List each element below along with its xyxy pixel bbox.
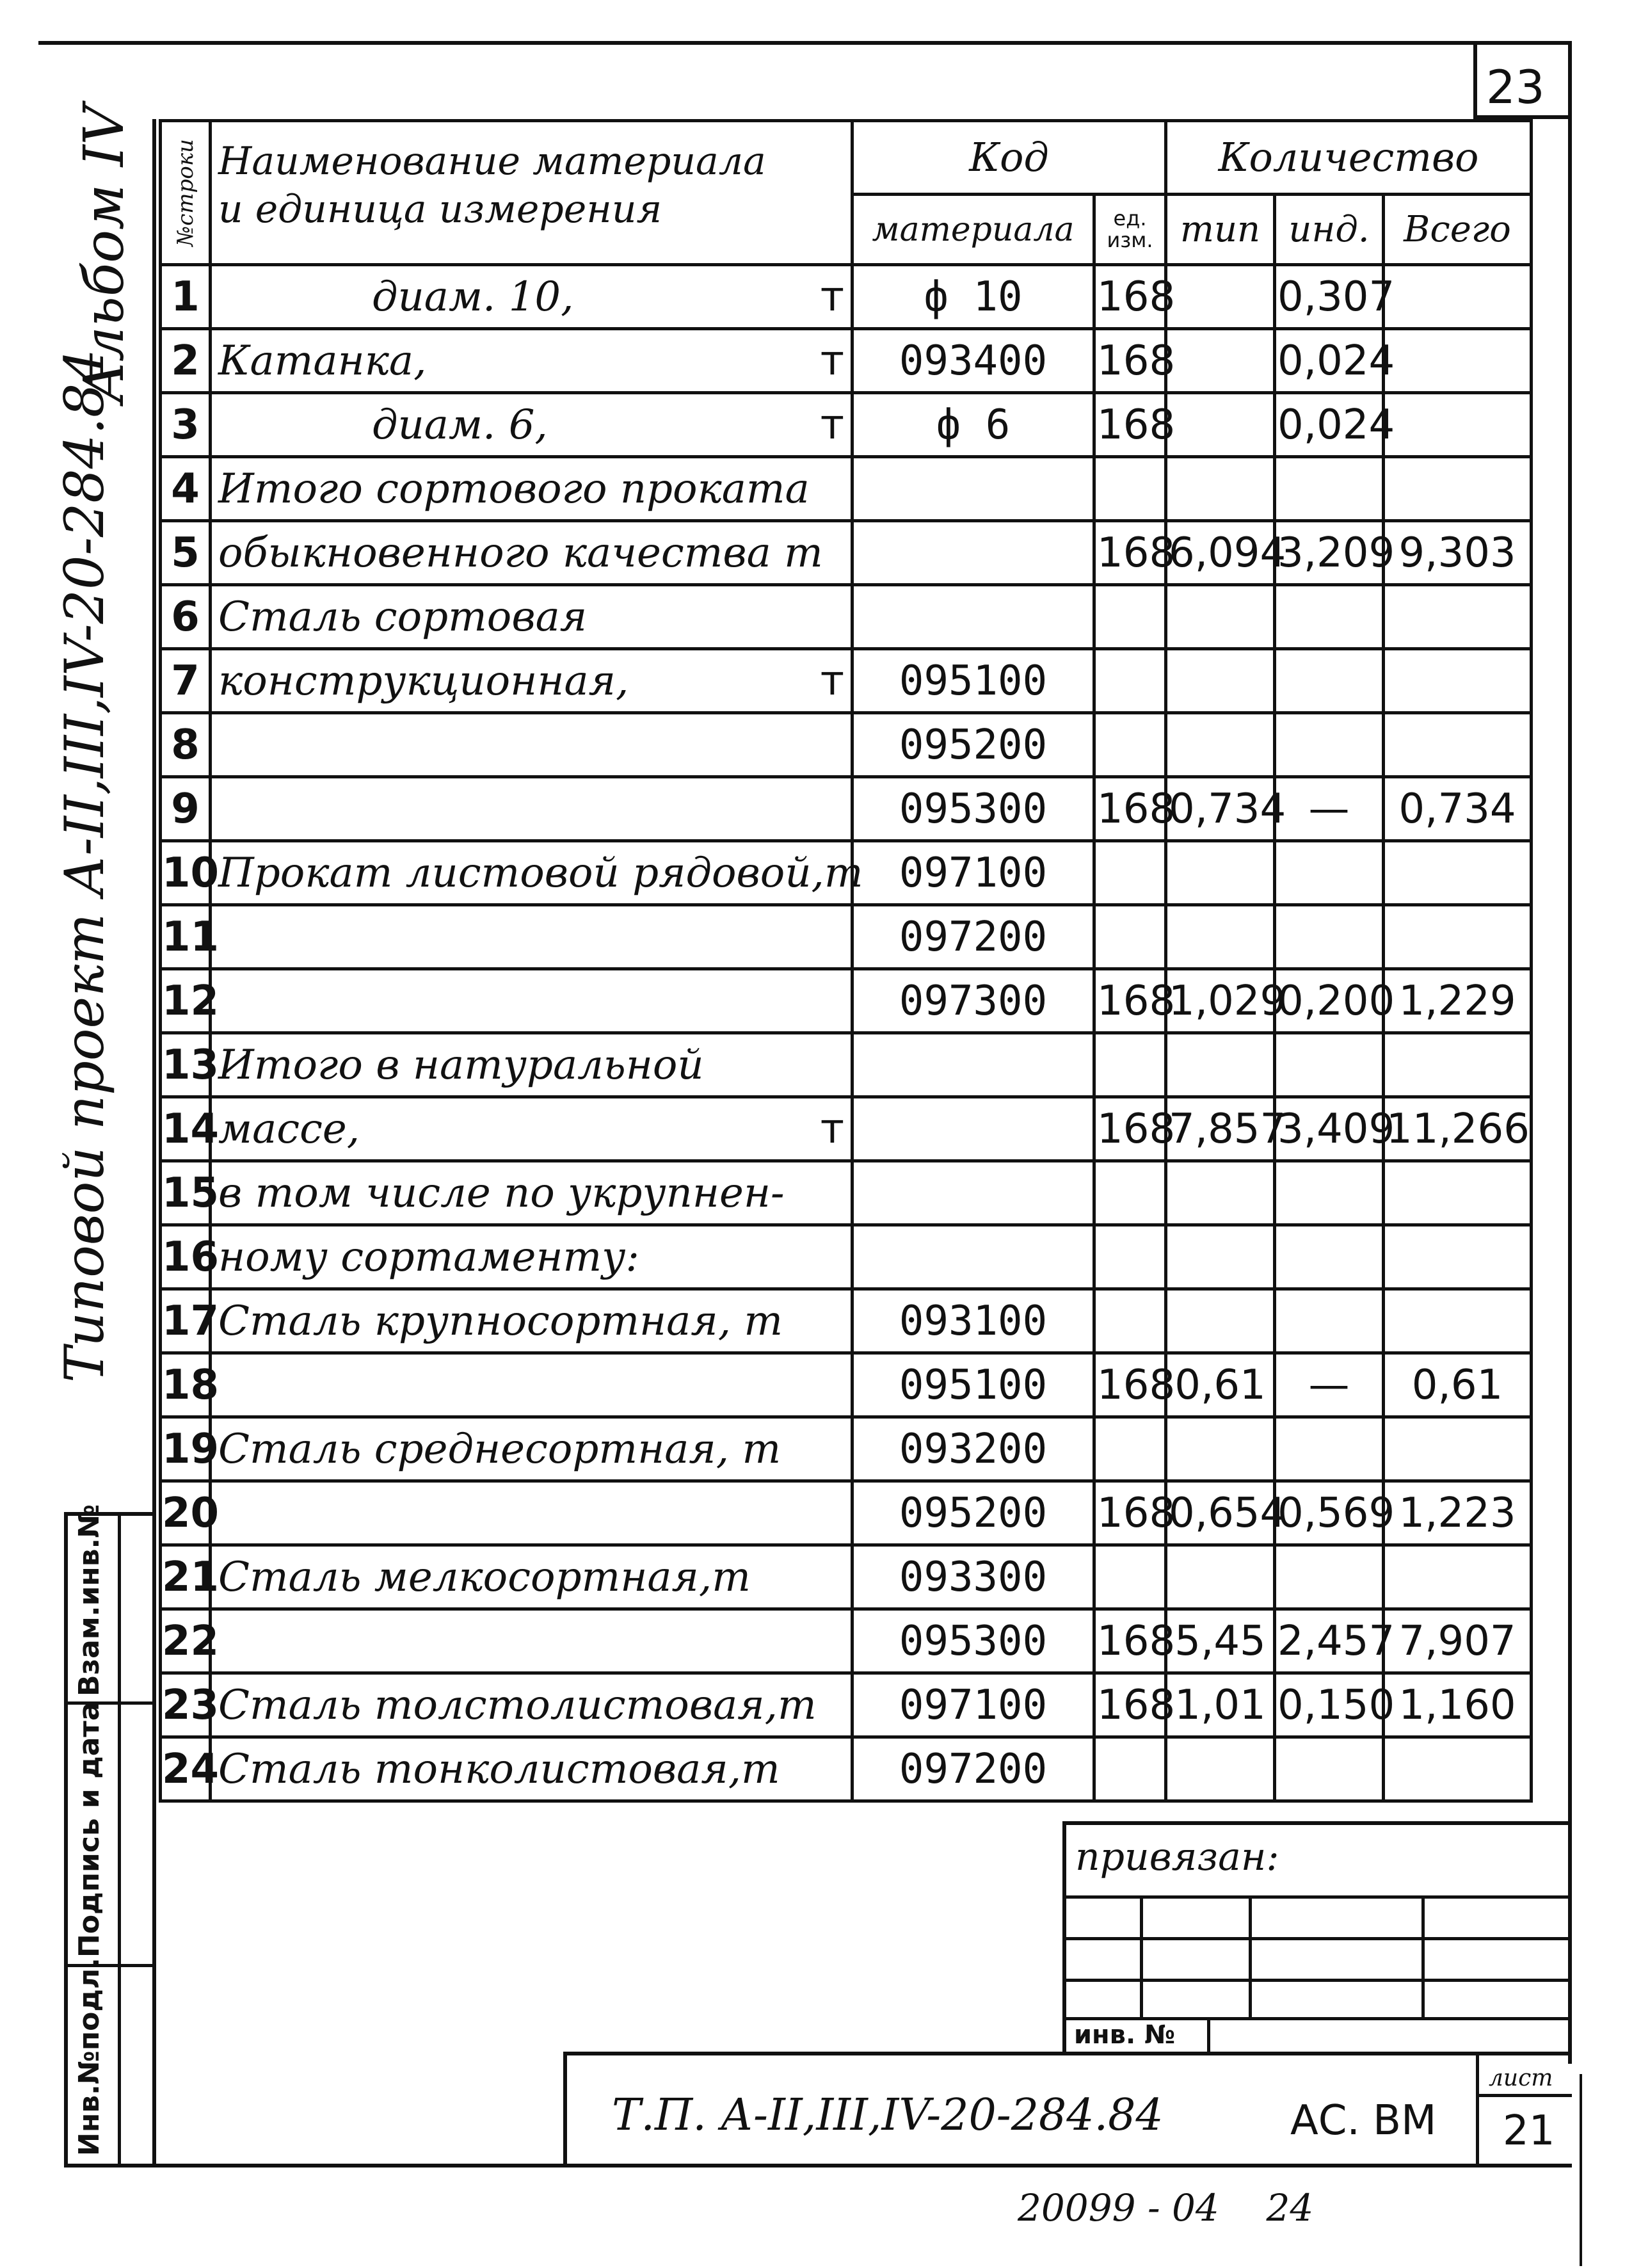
material-name-cell bbox=[211, 1545, 853, 1609]
unit-code-cell bbox=[1094, 1737, 1166, 1801]
unit-code-cell bbox=[1094, 1225, 1166, 1289]
material-code-cell: 095200 bbox=[853, 713, 1094, 777]
qty-total-cell bbox=[1384, 1225, 1532, 1289]
qty-ind-cell: 0,150 bbox=[1275, 1673, 1384, 1737]
unit-code-cell bbox=[1094, 585, 1166, 649]
qty-total-cell: 1,223 bbox=[1384, 1481, 1532, 1545]
material-name-cell bbox=[211, 905, 853, 969]
qty-tip-cell bbox=[1166, 1225, 1275, 1289]
side-stamp-signature-date: Подпись и дата bbox=[73, 1701, 106, 1958]
material-code-cell: 097200 bbox=[853, 905, 1094, 969]
unit-code-cell: 168 bbox=[1094, 1097, 1166, 1161]
unit-code-cell bbox=[1094, 905, 1166, 969]
material-name-cell bbox=[211, 1673, 853, 1737]
header-material-name bbox=[211, 121, 853, 265]
header-qty-tip: тип bbox=[1166, 195, 1275, 265]
qty-ind-cell: 0,200 bbox=[1275, 969, 1384, 1033]
title-block bbox=[563, 2052, 1572, 2167]
qty-total-cell: 0,734 bbox=[1384, 777, 1532, 841]
unit-code-cell: 168 bbox=[1094, 969, 1166, 1033]
qty-total-cell: 1,229 bbox=[1384, 969, 1532, 1033]
materials-table bbox=[159, 119, 1533, 1803]
unit-code-cell bbox=[1094, 457, 1166, 521]
qty-tip-cell bbox=[1166, 649, 1275, 713]
materials-table-body bbox=[161, 265, 1532, 1801]
table-row bbox=[161, 1161, 1532, 1225]
material-name-cell bbox=[211, 649, 853, 713]
material-code-cell: 095100 bbox=[853, 649, 1094, 713]
material-name-cell bbox=[211, 1161, 853, 1225]
qty-ind-cell bbox=[1275, 649, 1384, 713]
title-sheet-number: 21 bbox=[1503, 2107, 1555, 2155]
qty-total-cell: 7,907 bbox=[1384, 1609, 1532, 1673]
privyazan-col-line-1 bbox=[1140, 1895, 1143, 2017]
qty-tip-cell: 0,61 bbox=[1166, 1353, 1275, 1417]
material-name-text: Сталь толстолистовая,т bbox=[218, 1681, 817, 1729]
title-designation: Т.П. А-II,III,IV-20-284.84 bbox=[612, 2090, 1164, 2141]
material-name-cell bbox=[211, 777, 853, 841]
qty-total-cell bbox=[1384, 393, 1532, 457]
qty-total-cell bbox=[1384, 1161, 1532, 1225]
unit-code-cell: 168 bbox=[1094, 521, 1166, 585]
material-code-cell bbox=[853, 1161, 1094, 1225]
material-name-text: Сталь среднесортная, т bbox=[218, 1425, 781, 1473]
header-material-name-line2: и единица измерения bbox=[218, 187, 662, 232]
qty-ind-cell bbox=[1275, 585, 1384, 649]
row-number-cell: 15 bbox=[161, 1161, 211, 1225]
row-number-cell: 10 bbox=[161, 841, 211, 905]
table-row bbox=[161, 1481, 1532, 1545]
side-stamp-inv-original: Инв.№подл. bbox=[73, 1958, 106, 2156]
header-code-material: материала bbox=[853, 195, 1094, 265]
qty-ind-cell: 0,307 bbox=[1275, 265, 1384, 329]
table-row bbox=[161, 1673, 1532, 1737]
header-qty-total: Всего bbox=[1384, 195, 1532, 265]
qty-tip-cell bbox=[1166, 585, 1275, 649]
page-number-box-left bbox=[1473, 41, 1477, 118]
unit-code-cell: 168 bbox=[1094, 777, 1166, 841]
material-name-cell bbox=[211, 1033, 853, 1097]
project-label: Типовой проект А-II,III,IV-20-284.84 bbox=[53, 349, 116, 1383]
qty-ind-cell: 2,457 bbox=[1275, 1609, 1384, 1673]
side-stamp-replacement-inv: Взам.инв.№ bbox=[73, 1504, 106, 1696]
material-code-cell: 093200 bbox=[853, 1417, 1094, 1481]
frame-right-tail bbox=[1580, 2074, 1582, 2266]
qty-tip-cell: 7,857 bbox=[1166, 1097, 1275, 1161]
unit-code-cell: 168 bbox=[1094, 265, 1166, 329]
row-number-cell: 18 bbox=[161, 1353, 211, 1417]
qty-ind-cell bbox=[1275, 457, 1384, 521]
material-code-cell: 095200 bbox=[853, 1481, 1094, 1545]
privyazan-col-line-2 bbox=[1249, 1895, 1252, 2017]
unit-code-cell: 168 bbox=[1094, 393, 1166, 457]
table-row bbox=[161, 393, 1532, 457]
table-row bbox=[161, 521, 1532, 585]
row-number-cell: 22 bbox=[161, 1609, 211, 1673]
qty-tip-cell: 0,654 bbox=[1166, 1481, 1275, 1545]
qty-tip-cell bbox=[1166, 1737, 1275, 1801]
title-sheet-divider bbox=[1476, 2055, 1479, 2167]
table-header-row-1 bbox=[161, 121, 1532, 195]
qty-ind-cell bbox=[1275, 1545, 1384, 1609]
table-row bbox=[161, 713, 1532, 777]
row-number-cell: 8 bbox=[161, 713, 211, 777]
material-name-cell bbox=[211, 1609, 853, 1673]
material-code-cell: 097100 bbox=[853, 841, 1094, 905]
qty-tip-cell bbox=[1166, 457, 1275, 521]
table-row bbox=[161, 1033, 1532, 1097]
qty-tip-cell bbox=[1166, 1161, 1275, 1225]
row-number-cell: 21 bbox=[161, 1545, 211, 1609]
qty-tip-cell bbox=[1166, 841, 1275, 905]
material-name-text: Сталь сортовая bbox=[218, 593, 588, 641]
material-code-cell: ф 10 bbox=[853, 265, 1094, 329]
row-number-cell: 6 bbox=[161, 585, 211, 649]
table-row bbox=[161, 1737, 1532, 1801]
header-material-name-line1: Наименование материала bbox=[218, 139, 766, 184]
unit-code-cell: 168 bbox=[1094, 329, 1166, 393]
material-unit-text: т bbox=[820, 337, 844, 385]
qty-total-cell bbox=[1384, 1033, 1532, 1097]
header-qty-ind: инд. bbox=[1275, 195, 1384, 265]
material-code-cell: 097300 bbox=[853, 969, 1094, 1033]
material-name-text: Сталь крупносортная, т bbox=[218, 1297, 783, 1345]
qty-ind-cell bbox=[1275, 1289, 1384, 1353]
qty-tip-cell: 1,029 bbox=[1166, 969, 1275, 1033]
material-name-cell bbox=[211, 521, 853, 585]
material-name-cell bbox=[211, 1417, 853, 1481]
table-row bbox=[161, 905, 1532, 969]
row-number-cell: 24 bbox=[161, 1737, 211, 1801]
unit-code-cell: 168 bbox=[1094, 1609, 1166, 1673]
material-code-cell bbox=[853, 1225, 1094, 1289]
side-stamp bbox=[64, 1504, 156, 2167]
privyazan-col-line-3 bbox=[1421, 1895, 1425, 2017]
row-number-cell: 4 bbox=[161, 457, 211, 521]
qty-ind-cell: 0,024 bbox=[1275, 329, 1384, 393]
material-name-text: конструкционная, bbox=[218, 657, 629, 705]
title-mark: АС. ВМ bbox=[1290, 2097, 1437, 2144]
qty-ind-cell: 0,569 bbox=[1275, 1481, 1384, 1545]
row-number-cell: 13 bbox=[161, 1033, 211, 1097]
table-row bbox=[161, 969, 1532, 1033]
qty-ind-cell bbox=[1275, 841, 1384, 905]
qty-total-cell bbox=[1384, 713, 1532, 777]
qty-total-cell bbox=[1384, 1289, 1532, 1353]
header-code-unit: ед. изм. bbox=[1094, 195, 1166, 265]
qty-total-cell bbox=[1384, 585, 1532, 649]
qty-tip-cell: 5,45 bbox=[1166, 1609, 1275, 1673]
unit-code-cell bbox=[1094, 713, 1166, 777]
qty-ind-cell bbox=[1275, 1737, 1384, 1801]
album-label: Альбом IV bbox=[72, 105, 136, 403]
unit-code-cell: 168 bbox=[1094, 1481, 1166, 1545]
privyazan-block bbox=[1062, 1821, 1572, 2052]
table-row bbox=[161, 329, 1532, 393]
material-code-cell: 097100 bbox=[853, 1673, 1094, 1737]
material-code-cell: ф 6 bbox=[853, 393, 1094, 457]
material-unit-text: т bbox=[820, 401, 844, 449]
qty-tip-cell bbox=[1166, 265, 1275, 329]
qty-total-cell: 1,160 bbox=[1384, 1673, 1532, 1737]
table-row bbox=[161, 585, 1532, 649]
qty-ind-cell bbox=[1275, 1033, 1384, 1097]
material-code-cell: 095300 bbox=[853, 1609, 1094, 1673]
top-rule bbox=[38, 41, 1568, 45]
row-number-cell: 12 bbox=[161, 969, 211, 1033]
qty-total-cell: 9,303 bbox=[1384, 521, 1532, 585]
qty-ind-cell bbox=[1275, 1161, 1384, 1225]
table-row bbox=[161, 649, 1532, 713]
unit-code-cell bbox=[1094, 649, 1166, 713]
qty-tip-cell bbox=[1166, 1289, 1275, 1353]
header-row-number bbox=[161, 121, 211, 265]
table-row bbox=[161, 777, 1532, 841]
table-row bbox=[161, 1289, 1532, 1353]
material-unit-text: т bbox=[820, 657, 844, 705]
material-code-cell: 093100 bbox=[853, 1289, 1094, 1353]
side-stamp-column-divider bbox=[118, 1516, 121, 2167]
row-number-cell: 11 bbox=[161, 905, 211, 969]
privyazan-col-line-4 bbox=[1207, 2017, 1210, 2052]
material-name-cell bbox=[211, 969, 853, 1033]
table-row bbox=[161, 265, 1532, 329]
title-sheet-label: лист bbox=[1489, 2065, 1553, 2091]
page-number: 23 bbox=[1486, 60, 1545, 114]
material-code-cell bbox=[853, 521, 1094, 585]
qty-total-cell bbox=[1384, 329, 1532, 393]
material-code-cell: 095300 bbox=[853, 777, 1094, 841]
material-name-cell bbox=[211, 841, 863, 905]
unit-code-cell bbox=[1094, 841, 1166, 905]
row-number-cell: 5 bbox=[161, 521, 211, 585]
row-number-cell: 1 bbox=[161, 265, 211, 329]
material-name-cell bbox=[211, 1097, 853, 1161]
material-name-cell bbox=[211, 329, 853, 393]
material-code-cell bbox=[853, 585, 1094, 649]
material-code-cell bbox=[853, 1033, 1094, 1097]
qty-total-cell bbox=[1384, 649, 1532, 713]
unit-code-cell bbox=[1094, 1417, 1166, 1481]
table-row bbox=[161, 841, 1532, 905]
header-code-group: Код bbox=[853, 121, 1166, 195]
material-name-text: ному сортаменту: bbox=[218, 1233, 639, 1281]
row-number-cell: 17 bbox=[161, 1289, 211, 1353]
qty-tip-cell bbox=[1166, 1545, 1275, 1609]
header-row-number-text: №строки bbox=[172, 139, 198, 246]
material-code-cell: 093400 bbox=[853, 329, 1094, 393]
qty-tip-cell bbox=[1166, 1417, 1275, 1481]
qty-tip-cell bbox=[1166, 1033, 1275, 1097]
unit-code-cell bbox=[1094, 1161, 1166, 1225]
material-name-text: диам. 10, bbox=[372, 273, 574, 321]
material-name-text: диам. 6, bbox=[372, 401, 548, 449]
qty-total-cell bbox=[1384, 1417, 1532, 1481]
title-sheet-label-underline bbox=[1476, 2094, 1572, 2097]
qty-total-cell bbox=[1384, 265, 1532, 329]
row-number-cell: 7 bbox=[161, 649, 211, 713]
material-unit-text: т bbox=[820, 273, 844, 321]
qty-ind-cell bbox=[1275, 905, 1384, 969]
unit-code-cell: 168 bbox=[1094, 1353, 1166, 1417]
material-name-cell bbox=[211, 585, 853, 649]
qty-ind-cell: 3,409 bbox=[1275, 1097, 1384, 1161]
qty-total-cell bbox=[1384, 841, 1532, 905]
material-name-text: обыкновенного качества т bbox=[218, 529, 823, 577]
material-name-cell bbox=[211, 1481, 853, 1545]
qty-tip-cell: 0,734 bbox=[1166, 777, 1275, 841]
qty-total-cell bbox=[1384, 457, 1532, 521]
table-row bbox=[161, 1225, 1532, 1289]
qty-tip-cell: 1,01 bbox=[1166, 1673, 1275, 1737]
qty-tip-cell bbox=[1166, 393, 1275, 457]
material-name-cell bbox=[211, 1225, 853, 1289]
qty-ind-cell: 0,024 bbox=[1275, 393, 1384, 457]
material-name-text: Итого в натуральной bbox=[218, 1041, 704, 1089]
material-name-text: Итого сортового проката bbox=[218, 465, 810, 513]
qty-total-cell bbox=[1384, 1737, 1532, 1801]
table-row bbox=[161, 1609, 1532, 1673]
material-name-cell bbox=[211, 457, 853, 521]
material-code-cell: 095100 bbox=[853, 1353, 1094, 1417]
qty-ind-cell: — bbox=[1275, 777, 1384, 841]
material-name-text: в том числе по укрупнен- bbox=[218, 1169, 785, 1217]
material-code-cell: 097200 bbox=[853, 1737, 1094, 1801]
material-code-cell: 093300 bbox=[853, 1545, 1094, 1609]
material-name-text: Сталь тонколистовая,т bbox=[218, 1745, 780, 1793]
qty-ind-cell bbox=[1275, 1417, 1384, 1481]
material-name-text: Прокат листовой рядовой,т bbox=[218, 849, 863, 897]
qty-total-cell: 11,266 bbox=[1384, 1097, 1532, 1161]
material-name-cell bbox=[211, 265, 853, 329]
header-quantity-group: Количество bbox=[1166, 121, 1532, 195]
material-code-cell bbox=[853, 457, 1094, 521]
frame-right-border bbox=[1568, 41, 1572, 2064]
row-number-cell: 19 bbox=[161, 1417, 211, 1481]
material-name-text: Катанка, bbox=[218, 337, 427, 385]
qty-tip-cell bbox=[1166, 713, 1275, 777]
material-name-cell bbox=[211, 393, 853, 457]
material-code-cell bbox=[853, 1097, 1094, 1161]
qty-total-cell: 0,61 bbox=[1384, 1353, 1532, 1417]
table-row bbox=[161, 1417, 1532, 1481]
footer-note: 20099 - 04 24 bbox=[1018, 2186, 1314, 2230]
qty-total-cell bbox=[1384, 1545, 1532, 1609]
material-name-text: массе, bbox=[218, 1105, 360, 1153]
row-number-cell: 2 bbox=[161, 329, 211, 393]
qty-total-cell bbox=[1384, 905, 1532, 969]
row-number-cell: 9 bbox=[161, 777, 211, 841]
unit-code-cell: 168 bbox=[1094, 1673, 1166, 1737]
material-name-cell bbox=[211, 1737, 853, 1801]
material-name-cell bbox=[211, 1353, 853, 1417]
row-number-cell: 20 bbox=[161, 1481, 211, 1545]
row-number-cell: 23 bbox=[161, 1673, 211, 1737]
material-name-cell bbox=[211, 713, 853, 777]
table-row bbox=[161, 1097, 1532, 1161]
qty-ind-cell: — bbox=[1275, 1353, 1384, 1417]
material-unit-text: т bbox=[820, 1105, 844, 1153]
unit-code-cell bbox=[1094, 1545, 1166, 1609]
row-number-cell: 16 bbox=[161, 1225, 211, 1289]
table-row bbox=[161, 457, 1532, 521]
unit-code-cell bbox=[1094, 1289, 1166, 1353]
qty-ind-cell bbox=[1275, 713, 1384, 777]
material-name-cell bbox=[211, 1289, 853, 1353]
qty-tip-cell bbox=[1166, 905, 1275, 969]
row-number-cell: 14 bbox=[161, 1097, 211, 1161]
unit-code-cell bbox=[1094, 1033, 1166, 1097]
row-number-cell: 3 bbox=[161, 393, 211, 457]
qty-ind-cell bbox=[1275, 1225, 1384, 1289]
table-row bbox=[161, 1353, 1532, 1417]
qty-tip-cell bbox=[1166, 329, 1275, 393]
qty-ind-cell: 3,209 bbox=[1275, 521, 1384, 585]
privyazan-label: привязан: bbox=[1075, 1835, 1279, 1879]
qty-tip-cell: 6,094 bbox=[1166, 521, 1275, 585]
privyazan-inv-label: инв. № bbox=[1074, 2020, 1176, 2050]
table-row bbox=[161, 1545, 1532, 1609]
material-name-text: Сталь мелкосортная,т bbox=[218, 1553, 751, 1601]
